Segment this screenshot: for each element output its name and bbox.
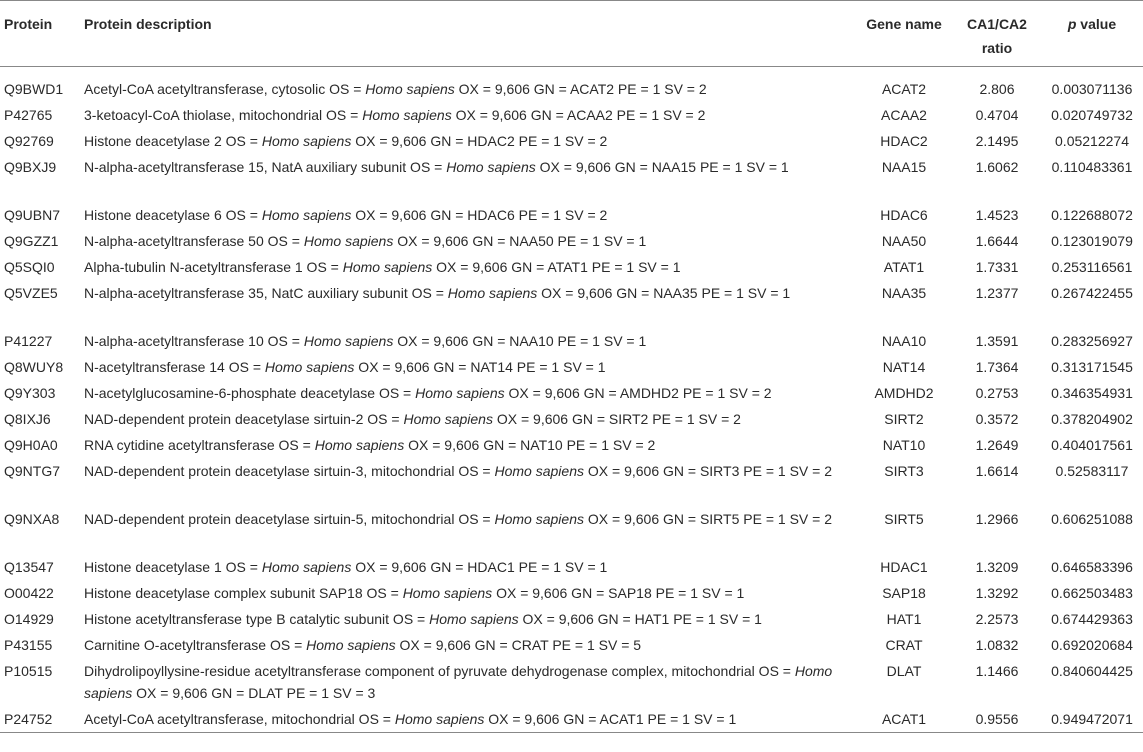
p-value: 0.404017561: [1051, 436, 1133, 453]
table-body: [0, 67, 1143, 733]
table-row: [0, 433, 1143, 459]
table-row: [0, 581, 1143, 607]
ratio-value: 1.2966: [975, 510, 1019, 527]
gene-name: HAT1: [886, 610, 922, 627]
protein-description: [80, 607, 855, 633]
ratio-value: 1.4523: [975, 206, 1019, 223]
ratio-value: 1.7331: [975, 258, 1019, 275]
description-details: OX = 9,606 GN = HDAC6 PE = 1 SV = 2: [351, 206, 608, 223]
description-details: OX = 9,606 GN = NAA50 PE = 1 SV = 1: [393, 232, 647, 249]
description-details: OX = 9,606 GN = ACAT2 PE = 1 SV = 2: [454, 81, 707, 97]
table-row: [0, 555, 1143, 581]
ratio-value: 1.3292: [975, 584, 1019, 601]
gene-name: NAT10: [882, 436, 926, 453]
p-value: 0.313171545: [1051, 358, 1133, 375]
p-value: 0.692020684: [1051, 636, 1133, 653]
description-details: OX = 9,606 GN = NAA15 PE = 1 SV = 1: [535, 158, 789, 175]
description-details: OX = 9,606 GN = AMDHD2 PE = 1 SV = 2: [504, 384, 772, 401]
p-value: 0.840604425: [1051, 662, 1133, 679]
description-text: Histone deacetylase 6 OS =: [84, 206, 262, 223]
gene-name: HDAC1: [880, 558, 928, 575]
gene-name: ATAT1: [883, 258, 925, 275]
protein-description: [80, 229, 855, 255]
header-ratio: CA1/CA2 ratio: [967, 16, 1027, 56]
species-name: Homo sapiens: [306, 636, 396, 653]
protein-description: [80, 155, 855, 203]
description-text: N-acetyltransferase 14 OS =: [84, 358, 265, 375]
ratio-value: 1.0832: [975, 636, 1019, 653]
description-details: OX = 9,606 GN = SAP18 PE = 1 SV = 1: [492, 584, 745, 601]
header-p-value: [1041, 1, 1143, 67]
p-value: 0.020749732: [1051, 106, 1133, 123]
description-text: Histone acetyltransferase type B catalytic subunit OS =: [84, 610, 430, 627]
species-name: Homo sapiens: [447, 284, 538, 301]
gene-name: ACAT2: [881, 81, 927, 97]
species-name: Homo sapiens: [365, 81, 455, 97]
table-row: [0, 329, 1143, 355]
table-row: [0, 255, 1143, 281]
description-text: NAD-dependent protein deacetylase sirtuin-3, mitochondrial OS =: [84, 462, 495, 479]
protein-id: Q9H0A0: [4, 436, 58, 453]
description-details: OX = 9,606 GN = HDAC2 PE = 1 SV = 2: [351, 132, 608, 149]
p-value: 0.52583117: [1055, 462, 1129, 479]
p-value: 0.003071136: [1051, 81, 1133, 97]
description-text: 3-ketoacyl-CoA thiolase, mitochondrial OS =: [84, 106, 363, 123]
table-row: [0, 67, 1143, 103]
table-row: [0, 229, 1143, 255]
description-details: OX = 9,606 GN = DLAT PE = 1 SV = 3: [132, 684, 376, 701]
description-text: Acetyl-CoA acetyltransferase, mitochondrial OS =: [84, 710, 395, 727]
header-p-rest: value: [1076, 16, 1117, 32]
description-text: NAD-dependent protein deacetylase sirtuin-5, mitochondrial OS =: [84, 510, 495, 527]
table-row: [0, 707, 1143, 733]
protein-description: [80, 355, 855, 381]
protein-id: Q8IXJ6: [4, 410, 51, 427]
description-details: OX = 9,606 GN = NAT14 PE = 1 SV = 1: [354, 358, 606, 375]
ratio-value: 1.2649: [975, 436, 1019, 453]
table-row: [0, 459, 1143, 507]
p-value: 0.05212274: [1055, 132, 1129, 149]
description-details: OX = 9,606 GN = ACAA2 PE = 1 SV = 2: [451, 106, 706, 123]
gene-name: HDAC2: [880, 132, 928, 149]
protein-id: O14929: [4, 610, 54, 627]
species-name: Homo sapiens: [403, 410, 493, 427]
protein-description: [80, 581, 855, 607]
description-text: Acetyl-CoA acetyltransferase, cytosolic OS =: [84, 81, 366, 97]
gene-name: NAA50: [881, 232, 927, 249]
ratio-value: 1.7364: [975, 358, 1019, 375]
description-text: N-alpha-acetyltransferase 15, NatA auxiliary subunit OS =: [84, 158, 447, 175]
description-text: Histone deacetylase 1 OS =: [84, 558, 262, 575]
description-details: OX = 9,606 GN = ATAT1 PE = 1 SV = 1: [432, 258, 681, 275]
p-value: 0.123019079: [1051, 232, 1133, 249]
gene-name: DLAT: [886, 662, 922, 679]
protein-id: Q8WUY8: [4, 358, 64, 375]
species-name: Homo sapiens: [429, 610, 519, 627]
protein-description: [80, 459, 855, 507]
protein-description: [80, 433, 855, 459]
header-protein: Protein: [4, 16, 53, 32]
protein-id: Q9UBN7: [4, 206, 61, 223]
species-name: Homo sapiens: [261, 206, 352, 223]
ratio-value: 2.806: [979, 81, 1015, 97]
protein-id: Q92769: [4, 132, 54, 149]
species-name: Homo sapiens: [415, 384, 505, 401]
protein-id: Q9BXJ9: [4, 158, 57, 175]
ratio-value: 1.1466: [975, 662, 1019, 679]
gene-name: SIRT5: [884, 510, 924, 527]
description-text: N-alpha-acetyltransferase 10 OS =: [84, 332, 304, 349]
ratio-value: 0.2753: [975, 384, 1019, 401]
species-name: Homo sapiens: [303, 232, 394, 249]
protein-description: [80, 407, 855, 433]
table-row: [0, 355, 1143, 381]
protein-id: P10515: [4, 662, 53, 679]
ratio-value: 2.2573: [975, 610, 1019, 627]
protein-id: Q13547: [4, 558, 54, 575]
table-row: [0, 103, 1143, 129]
table-row: [0, 381, 1143, 407]
description-text: NAD-dependent protein deacetylase sirtuin-2 OS =: [84, 410, 404, 427]
gene-name: NAT14: [882, 358, 926, 375]
protein-description: [80, 103, 855, 129]
p-value: 0.253116561: [1051, 258, 1133, 275]
table-row: [0, 129, 1143, 155]
species-name: Homo sapiens: [261, 132, 352, 149]
protein-id: Q9NTG7: [4, 462, 61, 479]
description-text: N-acetylglucosamine-6-phosphate deacetylase OS =: [84, 384, 416, 401]
species-name: Homo sapiens: [494, 462, 584, 479]
protein-id: Q5VZE5: [4, 284, 58, 301]
description-details: OX = 9,606 GN = NAT10 PE = 1 SV = 2: [404, 436, 656, 453]
ratio-value: 1.6062: [975, 158, 1019, 175]
species-name: Homo sapiens: [342, 258, 433, 275]
protein-description: [80, 381, 855, 407]
ratio-value: 0.4704: [975, 106, 1019, 123]
protein-description: [80, 707, 855, 733]
species-name: Homo sapiens: [84, 662, 833, 701]
p-value: 0.662503483: [1051, 584, 1133, 601]
protein-description: [80, 129, 855, 155]
description-text: Carnitine O-acetyltransferase OS =: [84, 636, 307, 653]
p-value: 0.606251088: [1051, 510, 1133, 527]
ratio-value: 1.3591: [975, 332, 1019, 349]
ratio-value: 1.6644: [975, 232, 1019, 249]
description-text: Dihydrolipoyllysine-residue acetyltransferase component of pyruvate dehydrogenase complex, mitochondrial OS =: [84, 662, 795, 679]
p-value: 0.949472071: [1051, 710, 1133, 727]
p-value: 0.283256927: [1051, 332, 1133, 349]
table-row: [0, 633, 1143, 659]
species-name: Homo sapiens: [264, 358, 355, 375]
protein-description: [80, 255, 855, 281]
p-value: 0.110483361: [1051, 158, 1133, 175]
header-gene: Gene name: [866, 16, 942, 32]
gene-name: SIRT3: [884, 462, 924, 479]
protein-description: [80, 203, 855, 229]
species-name: Homo sapiens: [314, 436, 405, 453]
description-text: Histone deacetylase complex subunit SAP18 OS =: [84, 584, 403, 601]
description-details: OX = 9,606 GN = SIRT5 PE = 1 SV = 2: [584, 510, 832, 527]
ratio-value: 1.6614: [975, 462, 1019, 479]
gene-name: NAA10: [881, 332, 927, 349]
species-name: Homo sapiens: [394, 710, 485, 727]
protein-id: Q9Y303: [4, 384, 56, 401]
gene-name: ACAA2: [881, 106, 927, 123]
species-name: Homo sapiens: [446, 158, 536, 175]
protein-description: [80, 329, 855, 355]
protein-id: O00422: [4, 584, 54, 601]
p-value: 0.674429363: [1051, 610, 1133, 627]
protein-description: [80, 555, 855, 581]
table-header: [0, 1, 1143, 67]
gene-name: NAA15: [881, 158, 927, 175]
gene-name: AMDHD2: [874, 384, 934, 401]
gene-name: SAP18: [882, 584, 926, 601]
protein-id: P41227: [4, 332, 53, 349]
table-row: [0, 607, 1143, 633]
gene-name: HDAC6: [880, 206, 928, 223]
protein-description: [80, 633, 855, 659]
header-description: Protein description: [84, 16, 212, 32]
protein-id: Q5SQI0: [4, 258, 55, 275]
table-row: [0, 659, 1143, 707]
protein-description: [80, 67, 855, 103]
table-row: [0, 203, 1143, 229]
protein-description: [80, 281, 855, 329]
species-name: Homo sapiens: [402, 584, 493, 601]
protein-description: [80, 659, 855, 707]
description-text: RNA cytidine acetyltransferase OS =: [84, 436, 315, 453]
ratio-value: 0.3572: [975, 410, 1019, 427]
description-details: OX = 9,606 GN = NAA10 PE = 1 SV = 1: [393, 332, 647, 349]
description-text: Alpha-tubulin N-acetyltransferase 1 OS =: [84, 258, 343, 275]
ratio-value: 0.9556: [975, 710, 1019, 727]
description-text: N-alpha-acetyltransferase 35, NatC auxiliary subunit OS =: [84, 284, 448, 301]
gene-name: CRAT: [885, 636, 923, 653]
description-details: OX = 9,606 GN = NAA35 PE = 1 SV = 1: [537, 284, 791, 301]
protein-id: P24752: [4, 710, 53, 727]
species-name: Homo sapiens: [303, 332, 394, 349]
gene-name: NAA35: [881, 284, 927, 301]
description-details: OX = 9,606 GN = CRAT PE = 1 SV = 5: [395, 636, 642, 653]
description-details: OX = 9,606 GN = HAT1 PE = 1 SV = 1: [518, 610, 762, 627]
protein-id: P43155: [4, 636, 53, 653]
protein-id: Q9BWD1: [4, 81, 64, 97]
p-value: 0.346354931: [1051, 384, 1133, 401]
gene-name: ACAT1: [881, 710, 927, 727]
ratio-value: 1.3209: [975, 558, 1019, 575]
ratio-value: 1.2377: [975, 284, 1019, 301]
protein-id: Q9GZZ1: [4, 232, 59, 249]
species-name: Homo sapiens: [494, 510, 584, 527]
species-name: Homo sapiens: [362, 106, 452, 123]
table-row: [0, 507, 1143, 555]
protein-id: Q9NXA8: [4, 510, 60, 527]
gene-name: SIRT2: [884, 410, 924, 427]
p-value: 0.378204902: [1051, 410, 1133, 427]
species-name: Homo sapiens: [261, 558, 352, 575]
p-value: 0.646583396: [1051, 558, 1133, 575]
description-details: OX = 9,606 GN = SIRT2 PE = 1 SV = 2: [492, 410, 741, 427]
description-details: OX = 9,606 GN = ACAT1 PE = 1 SV = 1: [484, 710, 737, 727]
p-value: 0.122688072: [1051, 206, 1133, 223]
description-text: Histone deacetylase 2 OS =: [84, 132, 262, 149]
description-details: OX = 9,606 GN = HDAC1 PE = 1 SV = 1: [351, 558, 608, 575]
description-text: N-alpha-acetyltransferase 50 OS =: [84, 232, 304, 249]
p-value: 0.267422455: [1051, 284, 1133, 301]
protein-id: P42765: [4, 106, 53, 123]
table-row: [0, 407, 1143, 433]
table-row: [0, 281, 1143, 329]
header-p-italic: p: [1067, 16, 1077, 32]
ratio-value: 2.1495: [975, 132, 1019, 149]
description-details: OX = 9,606 GN = SIRT3 PE = 1 SV = 2: [584, 462, 832, 479]
table-row: [0, 155, 1143, 203]
protein-description: [80, 507, 855, 555]
